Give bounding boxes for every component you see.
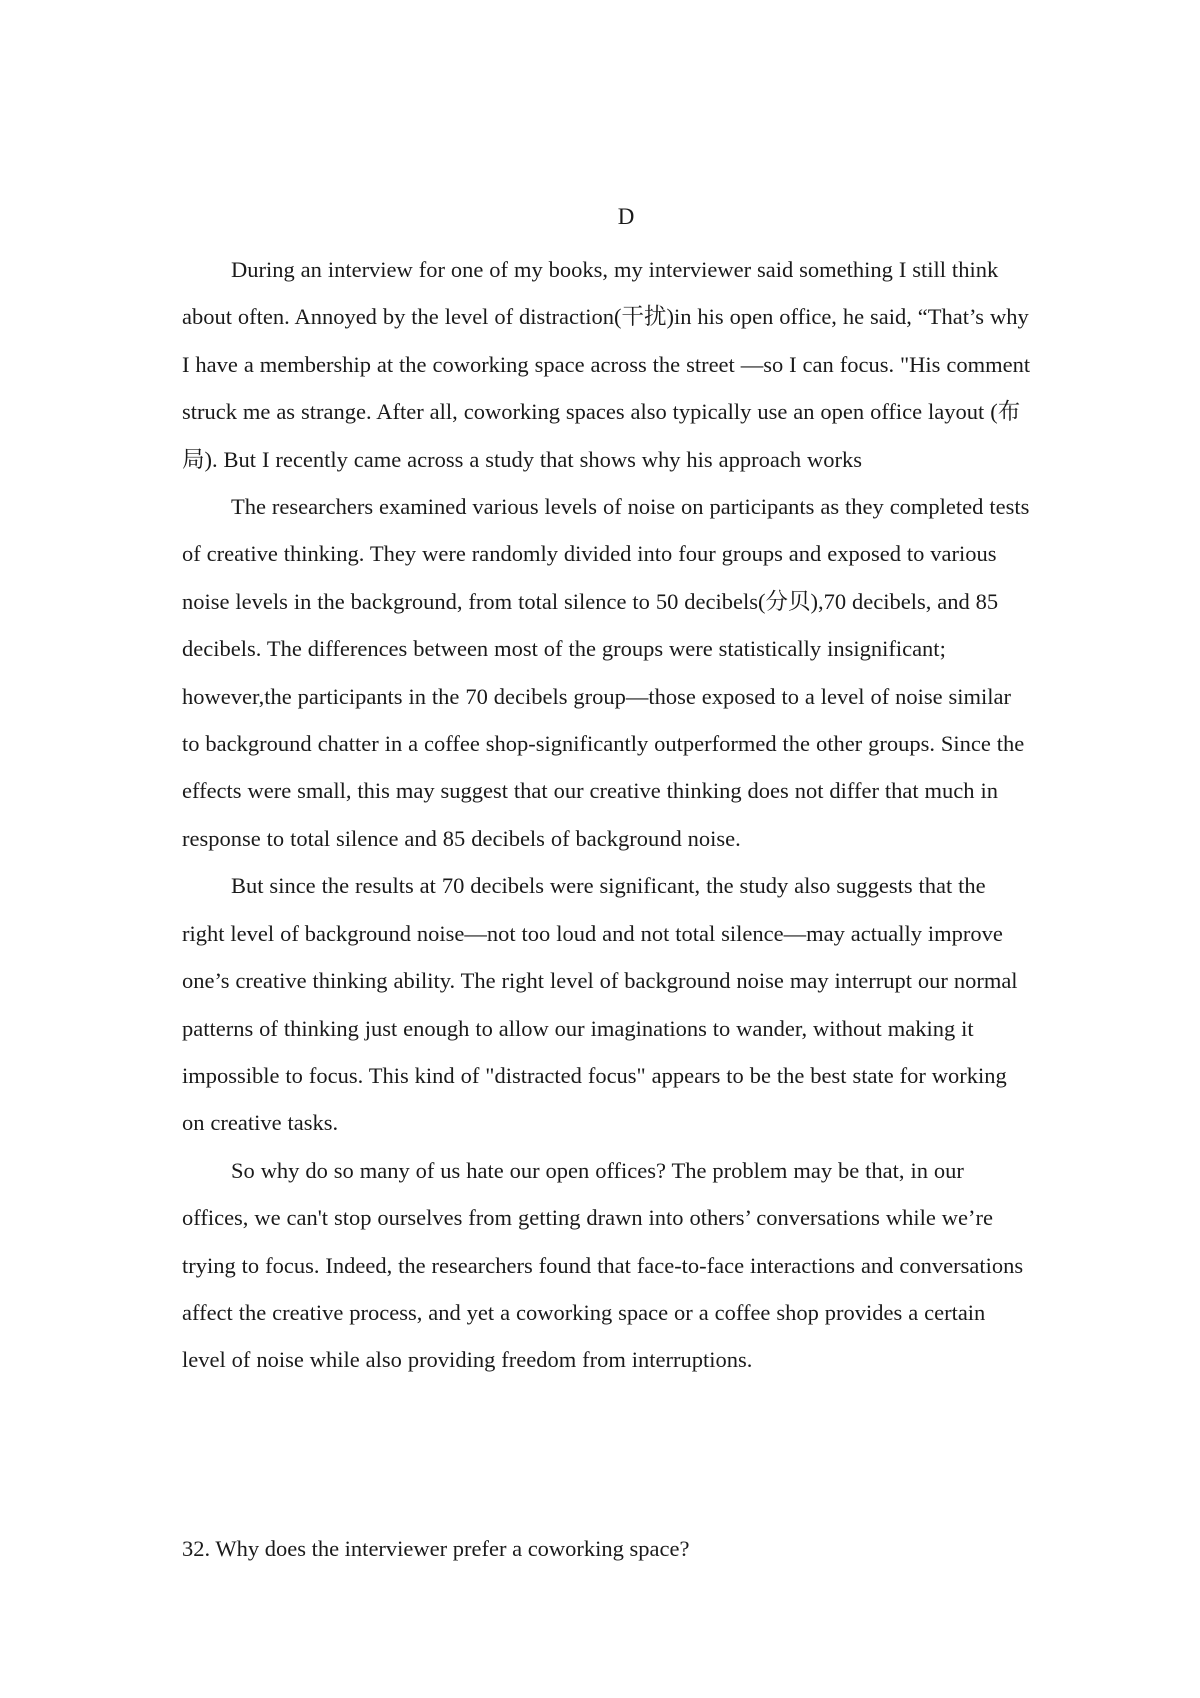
- question-32: 32. Why does the interviewer prefer a coworking space?: [182, 1536, 690, 1561]
- article-body: [182, 246, 1032, 1384]
- article-paragraph-3: But since the results at 70 decibels were significant, the study also suggests that the right level of background noise—not too loud and not total silence—may actually improve one’s creative thinking ability. The right level of background noise may interrupt our normal patterns of thinking just enough to allow our imaginations to wander, without making it impossible to focus. This kind of "distracted focus" appears to be the best state for working on creative tasks.: [182, 873, 1018, 1136]
- article-paragraph-2: The researchers examined various levels of noise on participants as they completed tests of creative thinking. They were randomly divided into four groups and exposed to various noise levels in the background, from total silence to 50 decibels(分贝),70 decibels, and 85 decibels. The differences between most of the groups were statistically insignificant; however,the participants in the 70 decibels group—those exposed to a level of noise similar to background chatter in a coffee shop-significantly outperformed the other groups. Since the effects were small, this may suggest that our creative thinking does not differ that much in response to total silence and 85 decibels of background noise.: [182, 494, 1030, 851]
- article-paragraph-1: During an interview for one of my books, my interviewer said something I still think about often. Annoyed by the level of distraction(干扰)in his open office, he said, “That’s why I have a membership at the coworking space across the street —so I can focus. "His comment struck me as strange. After all, coworking spaces also typically use an open office layout (布局). But I recently came across a study that shows why his approach works: [182, 257, 1031, 472]
- article-paragraph-4: So why do so many of us hate our open offices? The problem may be that, in our offices, we can't stop ourselves from getting drawn into others’ conversations while we’re trying to focus. Indeed, the researchers found that face-to-face interactions and conversations affect the creative process, and yet a coworking space or a coffee shop provides a certain level of noise while also providing freedom from interruptions.: [182, 1157, 1024, 1373]
- section-heading: D: [617, 204, 635, 229]
